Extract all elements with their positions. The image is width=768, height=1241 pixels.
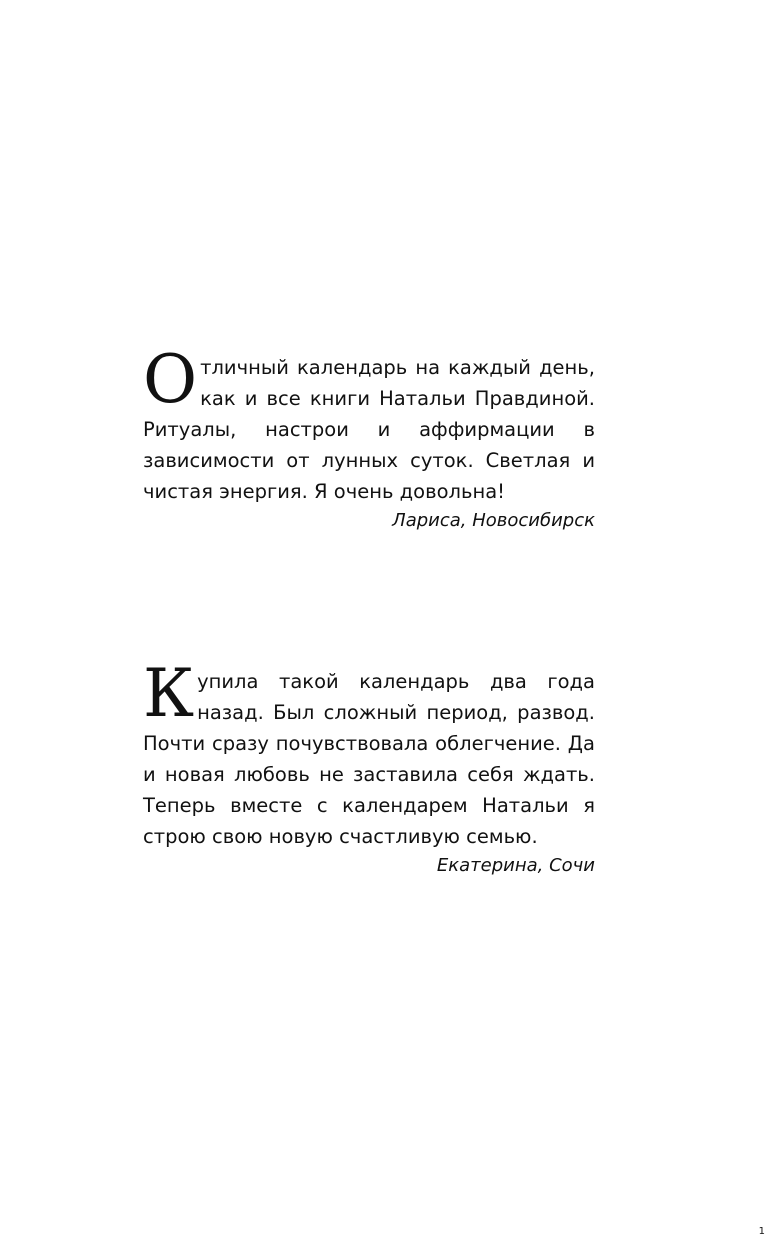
review-ekaterina <box>143 655 595 880</box>
review-text <box>143 655 595 852</box>
drop-cap: К <box>143 655 195 732</box>
review-body: тличный календарь на каждый день, как и все книги Натальи Правдиной. Ритуалы, настрои и аффирмации в зависимости от лунных суток. Светлая и чистая энергия. Я очень довольна! <box>143 356 595 503</box>
review-text <box>143 341 595 507</box>
review-author: Лариса, Новосибирск <box>392 510 595 531</box>
review-lariса <box>143 341 595 535</box>
drop-cap: О <box>143 341 198 418</box>
review-body: упила такой календарь два года назад. Был сложный период, развод. Почти сразу почувствовала облегчение. Да и новая любовь не заставила себя ждать. Теперь вместе с календарем Натальи я строю свою новую счастливую семью. <box>143 670 595 848</box>
review-author: Екатерина, Сочи <box>436 855 595 876</box>
page-number: 1 <box>758 1226 765 1237</box>
